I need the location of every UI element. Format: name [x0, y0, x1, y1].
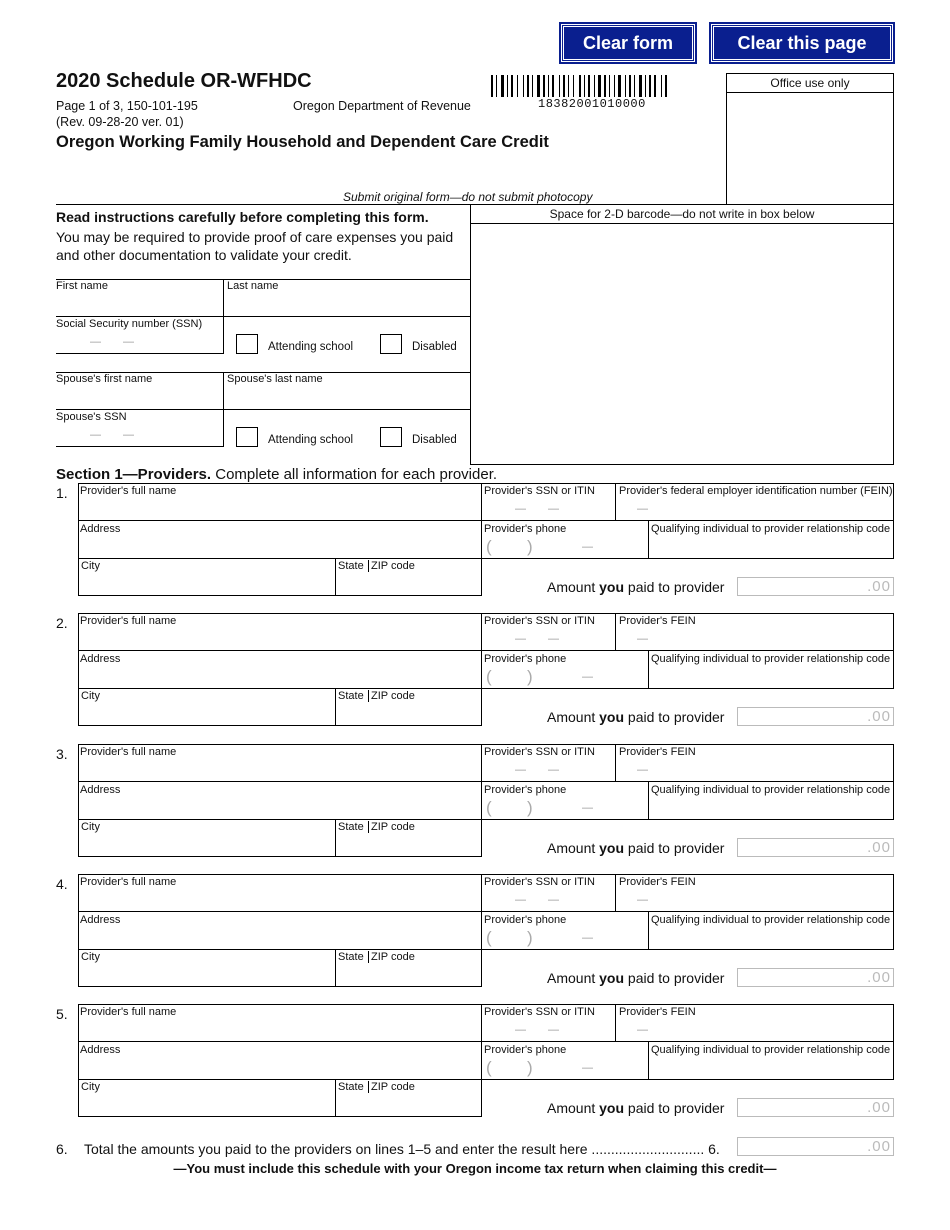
- attending-school-checkbox[interactable]: [236, 334, 258, 354]
- barcode-bar: [598, 75, 601, 97]
- provider-ssn-input[interactable]: [484, 500, 613, 520]
- fein-separator: —: [637, 764, 648, 776]
- spouse-disabled-checkbox[interactable]: [380, 427, 402, 447]
- first-name-input[interactable]: [58, 296, 222, 315]
- spouse-attending-school-checkbox[interactable]: [236, 427, 258, 447]
- provider-state-label: State: [338, 560, 364, 572]
- provider-number: 3.: [56, 746, 68, 762]
- barcode-bar: [507, 75, 508, 97]
- barcode-bar: [594, 75, 595, 97]
- amount-paid-label: Amount you paid to provider: [547, 1100, 725, 1116]
- provider-name-input[interactable]: [80, 630, 479, 650]
- provider-zip-input[interactable]: [371, 705, 480, 725]
- provider-city-label: City: [81, 560, 100, 572]
- provider-state-label: State: [338, 690, 364, 702]
- provider-name-label: Provider's full name: [80, 876, 177, 888]
- footer-note: —You must include this schedule with your Oregon income tax return when claiming this credit—: [173, 1161, 777, 1176]
- disabled-label: Disabled: [412, 341, 457, 353]
- provider-state-label: State: [338, 951, 364, 963]
- provider-fein-label: Provider's FEIN: [619, 876, 696, 888]
- provider-fein-label: Provider's FEIN: [619, 615, 696, 627]
- relationship-code-label: Qualifying individual to provider relationship code: [651, 914, 891, 926]
- ssn-separator: —: [90, 429, 101, 441]
- provider-fein-label: Provider's FEIN: [619, 746, 696, 758]
- provider-state-input[interactable]: [338, 575, 370, 595]
- ssn-separator: —: [548, 894, 559, 906]
- provider-address-input[interactable]: [80, 1059, 479, 1079]
- instructions-text: You may be required to provide proof of care expenses you paid and other documentation to validate your credit.: [56, 229, 454, 263]
- barcode-bar: [584, 75, 585, 97]
- phone-paren-close: ): [527, 1058, 533, 1077]
- provider-state-input[interactable]: [338, 966, 370, 986]
- provider-phone-label: Provider's phone: [484, 1044, 567, 1056]
- ssn-label: Social Security number (SSN): [56, 318, 203, 330]
- barcode-2d-box: [470, 204, 894, 465]
- provider-name-label: Provider's full name: [80, 485, 177, 497]
- barcode-bar: [609, 75, 610, 97]
- provider-phone-input[interactable]: [484, 929, 648, 949]
- amount-paid-input[interactable]: .00: [737, 1098, 894, 1117]
- fein-separator: —: [637, 633, 648, 645]
- barcode-bar: [654, 75, 656, 97]
- fein-separator: —: [637, 894, 648, 906]
- ssn-separator: —: [548, 1024, 559, 1036]
- barcode-bar: [491, 75, 493, 97]
- provider-ssn-input[interactable]: [484, 1021, 613, 1041]
- instructions-bold: Read instructions carefully before completing this form.: [56, 209, 429, 225]
- provider-fein-input[interactable]: [619, 891, 893, 911]
- ssn-separator: —: [515, 503, 526, 515]
- provider-city-input[interactable]: [80, 966, 334, 986]
- phone-separator: —: [582, 932, 593, 944]
- barcode-bar: [552, 75, 554, 97]
- amount-paid-label: Amount you paid to provider: [547, 579, 725, 595]
- provider-state-input[interactable]: [338, 705, 370, 725]
- provider-name-input[interactable]: [80, 1021, 479, 1041]
- barcode-bar: [511, 75, 513, 97]
- spouse-last-name-input[interactable]: [228, 389, 467, 408]
- provider-name-input[interactable]: [80, 761, 479, 781]
- relationship-code-label: Qualifying individual to provider relationship code: [651, 653, 891, 665]
- barcode-bar: [665, 75, 667, 97]
- barcode-bar: [532, 75, 533, 97]
- spouse-disabled-label: Disabled: [412, 434, 457, 446]
- provider-address-input[interactable]: [80, 668, 479, 688]
- amount-paid-input[interactable]: .00: [737, 838, 894, 857]
- barcode-space-label: Space for 2-D barcode—do not write in box below: [549, 207, 815, 221]
- clear-form-button[interactable]: Clear form: [561, 24, 695, 62]
- ssn-separator: —: [548, 503, 559, 515]
- barcode-number: 18382001010000: [538, 97, 646, 111]
- amount-paid-label: Amount you paid to provider: [547, 709, 725, 725]
- provider-address-input[interactable]: [80, 538, 479, 558]
- provider-zip-label: ZIP code: [371, 690, 415, 702]
- ssn-separator: —: [123, 429, 134, 441]
- provider-ssn-input[interactable]: [484, 891, 613, 911]
- barcode-bar: [568, 75, 569, 97]
- provider-phone-label: Provider's phone: [484, 653, 567, 665]
- phone-paren-close: ): [527, 928, 533, 947]
- barcode-bar: [634, 75, 635, 97]
- provider-fein-input[interactable]: [619, 1021, 893, 1041]
- provider-ssn-input[interactable]: [484, 630, 613, 650]
- provider-ssn-label: Provider's SSN or ITIN: [484, 485, 595, 497]
- provider-number: 5.: [56, 1006, 68, 1022]
- provider-city-label: City: [81, 821, 100, 833]
- provider-phone-input[interactable]: [484, 799, 648, 819]
- phone-paren-open: (: [486, 798, 492, 817]
- amount-paid-label: Amount you paid to provider: [547, 970, 725, 986]
- clear-page-button[interactable]: Clear this page: [711, 24, 893, 62]
- provider-city-input[interactable]: [80, 705, 334, 725]
- phone-paren-open: (: [486, 537, 492, 556]
- provider-zip-input[interactable]: [371, 1096, 480, 1116]
- barcode-bar: [639, 75, 642, 97]
- amount-paid-input[interactable]: .00: [737, 707, 894, 726]
- ssn-separator: —: [548, 633, 559, 645]
- schedule-title: 2020 Schedule OR-WFHDC: [56, 70, 312, 92]
- provider-address-label: Address: [80, 523, 121, 535]
- last-name-input[interactable]: [228, 296, 467, 315]
- barcode-bar: [649, 75, 651, 97]
- provider-zip-input[interactable]: [371, 966, 480, 986]
- spouse-first-name-label: Spouse's first name: [56, 373, 153, 385]
- provider-address-label: Address: [80, 1044, 121, 1056]
- barcode-bar: [496, 75, 497, 97]
- phone-paren-open: (: [486, 1058, 492, 1077]
- barcode-bar: [523, 75, 524, 97]
- ssn-separator: —: [548, 764, 559, 776]
- phone-separator: —: [582, 671, 593, 683]
- barcode: [491, 75, 703, 97]
- ssn-separator: —: [515, 1024, 526, 1036]
- relationship-code-input[interactable]: [651, 929, 893, 949]
- provider-city-label: City: [81, 1081, 100, 1093]
- fein-separator: —: [637, 1024, 648, 1036]
- relationship-code-input[interactable]: [651, 1059, 893, 1079]
- amount-paid-input[interactable]: .00: [737, 577, 894, 596]
- line6-text: Total the amounts you paid to the providers on lines 1–5 and enter the result here ............................. 6.: [84, 1141, 720, 1157]
- barcode-bar: [573, 75, 574, 97]
- provider-zip-label: ZIP code: [371, 951, 415, 963]
- provider-phone-input[interactable]: [484, 1059, 648, 1079]
- provider-zip-input[interactable]: [371, 575, 480, 595]
- barcode-bar: [563, 75, 565, 97]
- last-name-label: Last name: [227, 280, 279, 292]
- provider-fein-label: Provider's federal employer identification number (FEIN): [619, 485, 893, 497]
- amount-paid-label: Amount you paid to provider: [547, 840, 725, 856]
- provider-zip-input[interactable]: [371, 836, 480, 856]
- form-title: Oregon Working Family Household and Dependent Care Credit: [56, 133, 549, 151]
- relationship-code-input[interactable]: [651, 538, 893, 558]
- barcode-bar: [501, 75, 504, 97]
- provider-address-input[interactable]: [80, 929, 479, 949]
- provider-address-label: Address: [80, 784, 121, 796]
- barcode-bar: [629, 75, 631, 97]
- provider-ssn-label: Provider's SSN or ITIN: [484, 876, 595, 888]
- department: Oregon Department of Revenue: [293, 99, 471, 113]
- provider-fein-input[interactable]: [619, 630, 893, 650]
- provider-phone-label: Provider's phone: [484, 784, 567, 796]
- provider-state-label: State: [338, 821, 364, 833]
- attending-school-label: Attending school: [268, 341, 354, 353]
- barcode-bar: [543, 75, 545, 97]
- provider-phone-label: Provider's phone: [484, 523, 567, 535]
- provider-number: 1.: [56, 485, 68, 501]
- ssn-separator: —: [123, 336, 134, 348]
- phone-separator: —: [582, 1062, 593, 1074]
- phone-paren-open: (: [486, 928, 492, 947]
- provider-city-input[interactable]: [80, 1096, 334, 1116]
- barcode-bar: [579, 75, 581, 97]
- fein-separator: —: [637, 503, 648, 515]
- disabled-checkbox[interactable]: [380, 334, 402, 354]
- provider-city-input[interactable]: [80, 575, 334, 595]
- provider-address-label: Address: [80, 914, 121, 926]
- provider-name-input[interactable]: [80, 891, 479, 911]
- submit-note: Submit original form—do not submit photocopy: [343, 190, 593, 204]
- provider-phone-input[interactable]: [484, 538, 648, 558]
- page-info: Page 1 of 3, 150-101-195: [56, 99, 198, 113]
- provider-ssn-input[interactable]: [484, 761, 613, 781]
- provider-state-label: State: [338, 1081, 364, 1093]
- provider-number: 4.: [56, 876, 68, 892]
- provider-zip-label: ZIP code: [371, 1081, 415, 1093]
- revision: (Rev. 09-28-20 ver. 01): [56, 115, 184, 129]
- section1-heading: Section 1—Providers. Complete all information for each provider.: [56, 466, 498, 483]
- relationship-code-label: Qualifying individual to provider relationship code: [651, 1044, 891, 1056]
- ssn-separator: —: [90, 336, 101, 348]
- provider-ssn-label: Provider's SSN or ITIN: [484, 746, 595, 758]
- barcode-bar: [618, 75, 621, 97]
- provider-name-label: Provider's full name: [80, 615, 177, 627]
- spouse-last-name-label: Spouse's last name: [227, 373, 323, 385]
- relationship-code-input[interactable]: [651, 668, 893, 688]
- provider-city-label: City: [81, 690, 100, 702]
- spouse-ssn-label: Spouse's SSN: [56, 411, 127, 423]
- barcode-bar: [604, 75, 606, 97]
- spouse-ssn-input[interactable]: [58, 426, 222, 445]
- barcode-bar: [588, 75, 590, 97]
- phone-paren-close: ): [527, 798, 533, 817]
- barcode-bar: [661, 75, 662, 97]
- barcode-bar: [625, 75, 626, 97]
- provider-address-label: Address: [80, 653, 121, 665]
- provider-ssn-label: Provider's SSN or ITIN: [484, 1006, 595, 1018]
- spouse-attending-school-label: Attending school: [268, 434, 354, 446]
- spouse-first-name-input[interactable]: [58, 389, 222, 408]
- office-use-label: Office use only: [770, 76, 850, 90]
- provider-number: 2.: [56, 615, 68, 631]
- provider-city-input[interactable]: [80, 836, 334, 856]
- ssn-separator: —: [515, 764, 526, 776]
- provider-fein-input[interactable]: [619, 500, 893, 520]
- provider-name-input[interactable]: [80, 500, 479, 520]
- phone-paren-close: ): [527, 667, 533, 686]
- provider-fein-label: Provider's FEIN: [619, 1006, 696, 1018]
- provider-zip-label: ZIP code: [371, 821, 415, 833]
- ssn-separator: —: [515, 633, 526, 645]
- provider-phone-input[interactable]: [484, 668, 648, 688]
- provider-phone-label: Provider's phone: [484, 914, 567, 926]
- phone-separator: —: [582, 802, 593, 814]
- line6-total-input[interactable]: .00: [737, 1137, 894, 1156]
- phone-paren-close: ): [527, 537, 533, 556]
- phone-paren-open: (: [486, 667, 492, 686]
- provider-fein-input[interactable]: [619, 761, 893, 781]
- barcode-bar: [537, 75, 540, 97]
- provider-zip-label: ZIP code: [371, 560, 415, 572]
- barcode-bar: [527, 75, 529, 97]
- provider-ssn-label: Provider's SSN or ITIN: [484, 615, 595, 627]
- first-name-label: First name: [56, 280, 108, 292]
- provider-name-label: Provider's full name: [80, 746, 177, 758]
- barcode-bar: [559, 75, 560, 97]
- amount-paid-input[interactable]: .00: [737, 968, 894, 987]
- phone-separator: —: [582, 541, 593, 553]
- relationship-code-input[interactable]: [651, 799, 893, 819]
- barcode-bar: [645, 75, 646, 97]
- ssn-input[interactable]: [58, 333, 222, 352]
- ssn-separator: —: [515, 894, 526, 906]
- barcode-bar: [548, 75, 549, 97]
- barcode-bar: [517, 75, 518, 97]
- provider-city-label: City: [81, 951, 100, 963]
- provider-address-input[interactable]: [80, 799, 479, 819]
- provider-name-label: Provider's full name: [80, 1006, 177, 1018]
- line6-number: 6.: [56, 1141, 68, 1157]
- provider-state-input[interactable]: [338, 1096, 370, 1116]
- relationship-code-label: Qualifying individual to provider relationship code: [651, 523, 891, 535]
- relationship-code-label: Qualifying individual to provider relationship code: [651, 784, 891, 796]
- barcode-bar: [614, 75, 615, 97]
- provider-state-input[interactable]: [338, 836, 370, 856]
